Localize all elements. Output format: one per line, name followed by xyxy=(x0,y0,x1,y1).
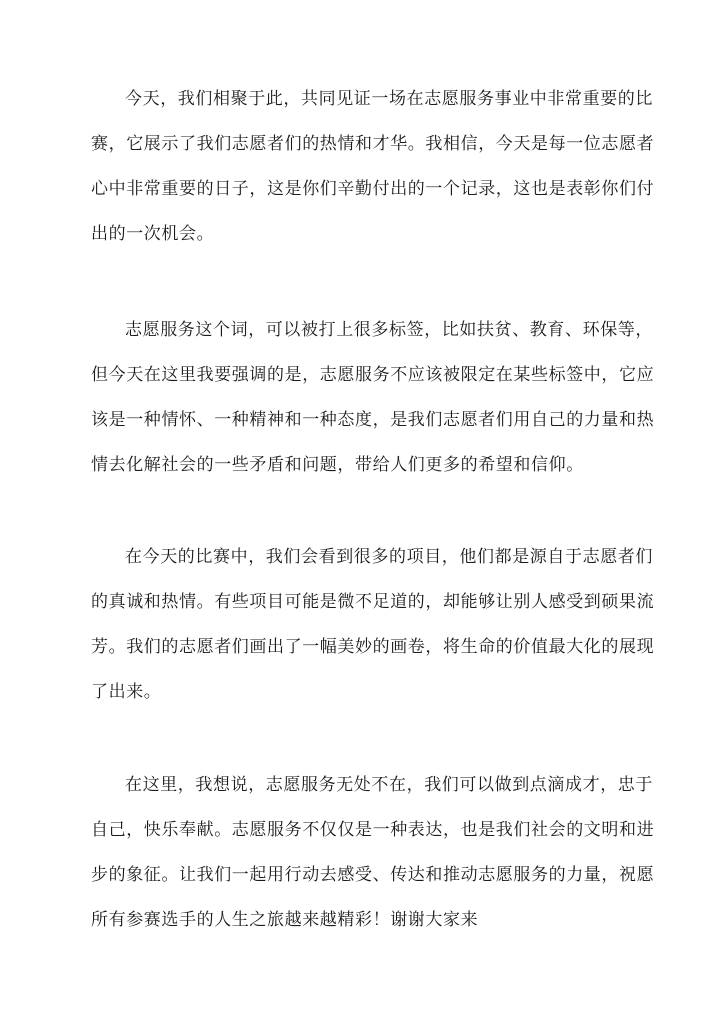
text-line: 在这里，我想说，志愿服务无处不在，我们可以做到点滴成才，忠于 xyxy=(125,775,653,795)
text-line: 但今天在这里我要强调的是，志愿服务不应该被限定在某些标签中，它应 xyxy=(91,365,655,385)
text-line: 出的一次机会。 xyxy=(91,224,215,244)
text-line: 赛，它展示了我们志愿者们的热情和才华。我相信，今天是每一位志愿者 xyxy=(91,134,655,154)
paragraph-opening xyxy=(91,77,655,257)
text-line: 芳。我们的志愿者们画出了一幅美妙的画卷，将生命的价值最大化的展现 xyxy=(91,637,655,657)
paragraph-volunteer-meaning xyxy=(91,308,655,488)
paragraph-closing xyxy=(91,763,655,943)
text-line: 情去化解社会的一些矛盾和问题，带给人们更多的希望和信仰。 xyxy=(91,455,584,475)
text-line: 该是一种情怀、一种精神和一种态度，是我们志愿者们用自己的力量和热 xyxy=(91,410,655,430)
paragraph-competition-projects xyxy=(91,535,655,715)
text-line: 心中非常重要的日子，这是你们辛勤付出的一个记录，这也是表彰你们付 xyxy=(91,179,655,199)
text-line: 的真诚和热情。有些项目可能是微不足道的，却能够让别人感受到硕果流 xyxy=(91,592,655,612)
text-line: 了出来。 xyxy=(91,682,162,702)
text-line: 步的象征。让我们一起用行动去感受、传达和推动志愿服务的力量，祝愿 xyxy=(91,865,655,885)
text-line: 志愿服务这个词，可以被打上很多标签，比如扶贫、教育、环保等， xyxy=(125,320,653,340)
text-line: 所有参赛选手的人生之旅越来越精彩！谢谢大家来 xyxy=(91,910,479,930)
text-line: 自己，快乐奉献。志愿服务不仅仅是一种表达，也是我们社会的文明和进 xyxy=(91,820,655,840)
text-line: 今天，我们相聚于此，共同见证一场在志愿服务事业中非常重要的比 xyxy=(125,89,653,109)
text-line: 在今天的比赛中，我们会看到很多的项目，他们都是源自于志愿者们 xyxy=(125,547,653,567)
